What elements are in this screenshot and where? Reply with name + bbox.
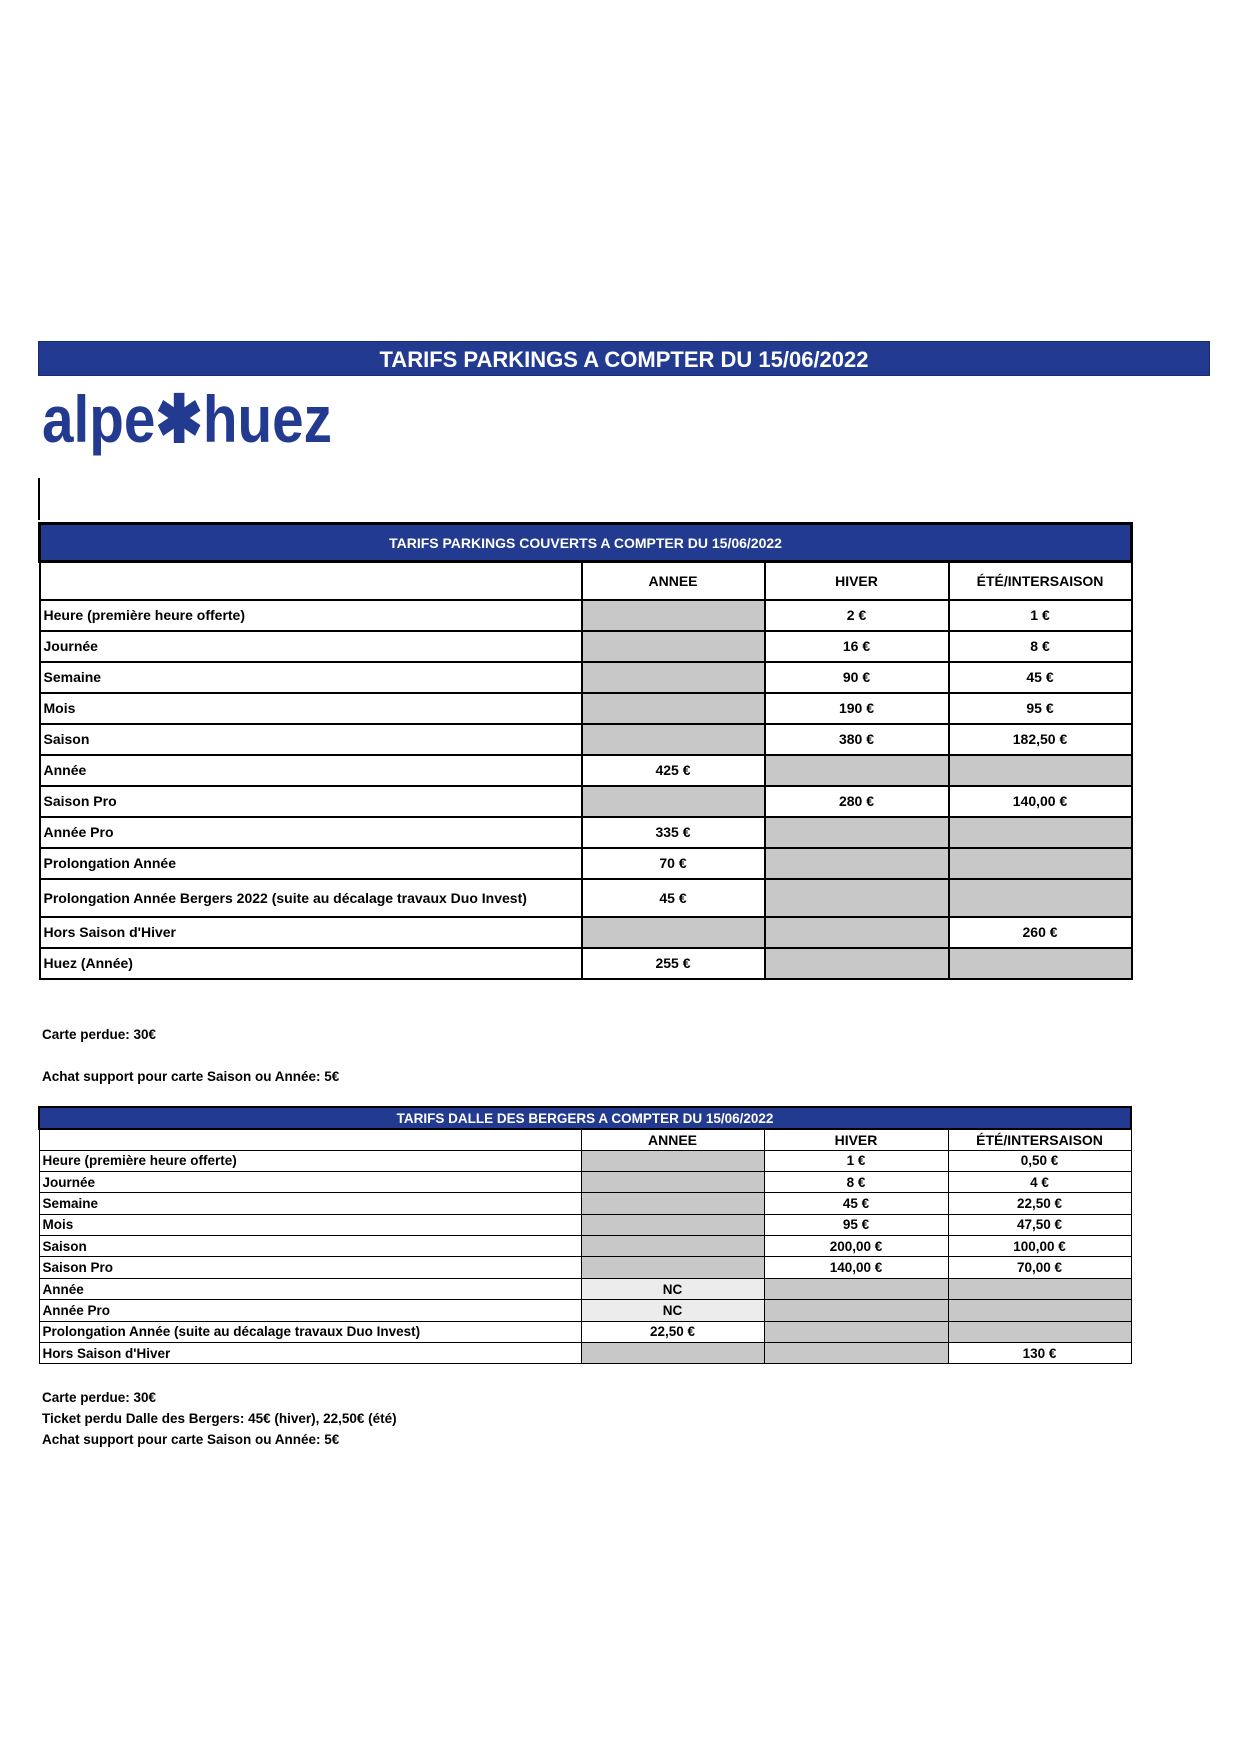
cell-hiver <box>764 1321 948 1342</box>
cell-hiver: 8 € <box>764 1171 948 1192</box>
row-label: Mois <box>39 1214 581 1235</box>
table-row <box>40 600 1132 631</box>
vertical-divider <box>38 478 40 520</box>
row-label: Huez (Année) <box>40 948 582 979</box>
row-label: Année <box>40 755 582 786</box>
row-label: Heure (première heure offerte) <box>40 600 582 631</box>
cell-annee <box>581 1193 764 1214</box>
cell-ete: 0,50 € <box>948 1150 1131 1171</box>
cell-ete <box>949 817 1132 848</box>
cell-annee: 425 € <box>582 755 765 786</box>
table-row <box>39 1214 1131 1235</box>
lost-ticket-note: Ticket perdu Dalle des Bergers: 45€ (hiver), 22,50€ (été) <box>42 1411 397 1426</box>
row-label: Saison <box>39 1236 581 1257</box>
lost-card-note: Carte perdue: 30€ <box>42 1027 157 1042</box>
table-row <box>40 724 1132 755</box>
table-row <box>39 1150 1131 1171</box>
cell-ete <box>948 1300 1131 1321</box>
cell-hiver: 190 € <box>765 693 949 724</box>
table-title: TARIFS PARKINGS COUVERTS A COMPTER DU 15/06/2022 <box>40 524 1132 562</box>
corner-cell <box>40 562 582 600</box>
row-label: Semaine <box>40 662 582 693</box>
dalle-des-bergers-rates-table <box>38 1106 1132 1364</box>
row-label: Journée <box>40 631 582 662</box>
table-row <box>39 1300 1131 1321</box>
support-purchase-note: Achat support pour carte Saison ou Année: 5€ <box>42 1432 340 1447</box>
row-label: Année <box>39 1278 581 1299</box>
table-row <box>40 693 1132 724</box>
page-title-banner: TARIFS PARKINGS A COMPTER DU 15/06/2022 <box>38 341 1210 376</box>
cell-annee <box>582 724 765 755</box>
row-label: Année Pro <box>40 817 582 848</box>
cell-annee <box>581 1343 764 1364</box>
table-row <box>40 817 1132 848</box>
cell-ete <box>949 879 1132 917</box>
cell-hiver <box>765 917 949 948</box>
column-header-ete: ÉTÉ/INTERSAISON <box>948 1129 1131 1150</box>
svg-text:alpe✱huez: alpe✱huez <box>42 382 332 456</box>
table-row <box>40 631 1132 662</box>
table-row <box>40 662 1132 693</box>
cell-annee <box>581 1171 764 1192</box>
table-row <box>39 1278 1131 1299</box>
cell-ete: 140,00 € <box>949 786 1132 817</box>
row-label: Hors Saison d'Hiver <box>39 1343 581 1364</box>
cell-ete: 22,50 € <box>948 1193 1131 1214</box>
cell-hiver: 45 € <box>764 1193 948 1214</box>
cell-annee: 22,50 € <box>581 1321 764 1342</box>
cell-ete: 95 € <box>949 693 1132 724</box>
cell-hiver: 380 € <box>765 724 949 755</box>
row-label: Journée <box>39 1171 581 1192</box>
cell-hiver <box>765 848 949 879</box>
cell-ete: 182,50 € <box>949 724 1132 755</box>
row-label: Hors Saison d'Hiver <box>40 917 582 948</box>
cell-annee <box>582 693 765 724</box>
row-label: Prolongation Année Bergers 2022 (suite au décalage travaux Duo Invest) <box>40 879 582 917</box>
cell-hiver: 200,00 € <box>764 1236 948 1257</box>
cell-ete: 47,50 € <box>948 1214 1131 1235</box>
table-row <box>40 786 1132 817</box>
cell-annee: 45 € <box>582 879 765 917</box>
cell-annee: NC <box>581 1300 764 1321</box>
table-row <box>40 917 1132 948</box>
cell-annee: 255 € <box>582 948 765 979</box>
table-row <box>39 1171 1131 1192</box>
row-label: Année Pro <box>39 1300 581 1321</box>
cell-annee: 70 € <box>582 848 765 879</box>
cell-ete: 8 € <box>949 631 1132 662</box>
cell-ete <box>949 848 1132 879</box>
cell-ete: 260 € <box>949 917 1132 948</box>
cell-annee <box>581 1150 764 1171</box>
cell-ete <box>948 1278 1131 1299</box>
table-row <box>39 1343 1131 1364</box>
column-header-annee: ANNEE <box>581 1129 764 1150</box>
cell-hiver <box>764 1300 948 1321</box>
row-label: Heure (première heure offerte) <box>39 1150 581 1171</box>
column-header-hiver: HIVER <box>765 562 949 600</box>
cell-annee: NC <box>581 1278 764 1299</box>
cell-ete <box>949 755 1132 786</box>
cell-hiver: 16 € <box>765 631 949 662</box>
cell-annee <box>582 662 765 693</box>
cell-hiver <box>765 879 949 917</box>
cell-annee <box>582 786 765 817</box>
cell-hiver <box>764 1278 948 1299</box>
table-row <box>40 848 1132 879</box>
row-label: Saison Pro <box>40 786 582 817</box>
lost-card-note: Carte perdue: 30€ <box>42 1390 157 1405</box>
cell-ete: 100,00 € <box>948 1236 1131 1257</box>
row-label: Saison Pro <box>39 1257 581 1278</box>
cell-hiver: 1 € <box>764 1150 948 1171</box>
table-row <box>40 948 1132 979</box>
cell-ete: 1 € <box>949 600 1132 631</box>
cell-annee <box>582 631 765 662</box>
cell-hiver <box>764 1343 948 1364</box>
cell-ete: 4 € <box>948 1171 1131 1192</box>
cell-annee <box>581 1257 764 1278</box>
support-purchase-note: Achat support pour carte Saison ou Année: 5€ <box>42 1069 340 1084</box>
row-label: Prolongation Année (suite au décalage travaux Duo Invest) <box>39 1321 581 1342</box>
cell-ete: 70,00 € <box>948 1257 1131 1278</box>
alpe-huez-logo <box>42 380 342 460</box>
cell-ete: 45 € <box>949 662 1132 693</box>
cell-ete <box>949 948 1132 979</box>
column-header-annee: ANNEE <box>582 562 765 600</box>
table-row <box>39 1236 1131 1257</box>
cell-ete <box>948 1321 1131 1342</box>
cell-hiver: 280 € <box>765 786 949 817</box>
table-row <box>40 879 1132 917</box>
cell-hiver <box>765 948 949 979</box>
cell-hiver: 2 € <box>765 600 949 631</box>
table-row <box>40 755 1132 786</box>
row-label: Saison <box>40 724 582 755</box>
row-label: Prolongation Année <box>40 848 582 879</box>
table-row <box>39 1257 1131 1278</box>
row-label: Mois <box>40 693 582 724</box>
cell-hiver: 90 € <box>765 662 949 693</box>
cell-annee <box>581 1214 764 1235</box>
cell-ete: 130 € <box>948 1343 1131 1364</box>
table-row <box>39 1321 1131 1342</box>
cell-annee: 335 € <box>582 817 765 848</box>
cell-hiver <box>765 755 949 786</box>
column-header-ete: ÉTÉ/INTERSAISON <box>949 562 1132 600</box>
corner-cell <box>39 1129 581 1150</box>
row-label: Semaine <box>39 1193 581 1214</box>
cell-hiver: 95 € <box>764 1214 948 1235</box>
table-row <box>39 1193 1131 1214</box>
covered-parking-rates-table <box>38 522 1133 980</box>
table-title: TARIFS DALLE DES BERGERS A COMPTER DU 15/06/2022 <box>39 1107 1131 1129</box>
cell-annee <box>582 600 765 631</box>
column-header-hiver: HIVER <box>764 1129 948 1150</box>
cell-hiver: 140,00 € <box>764 1257 948 1278</box>
cell-annee <box>581 1236 764 1257</box>
cell-annee <box>582 917 765 948</box>
cell-hiver <box>765 817 949 848</box>
